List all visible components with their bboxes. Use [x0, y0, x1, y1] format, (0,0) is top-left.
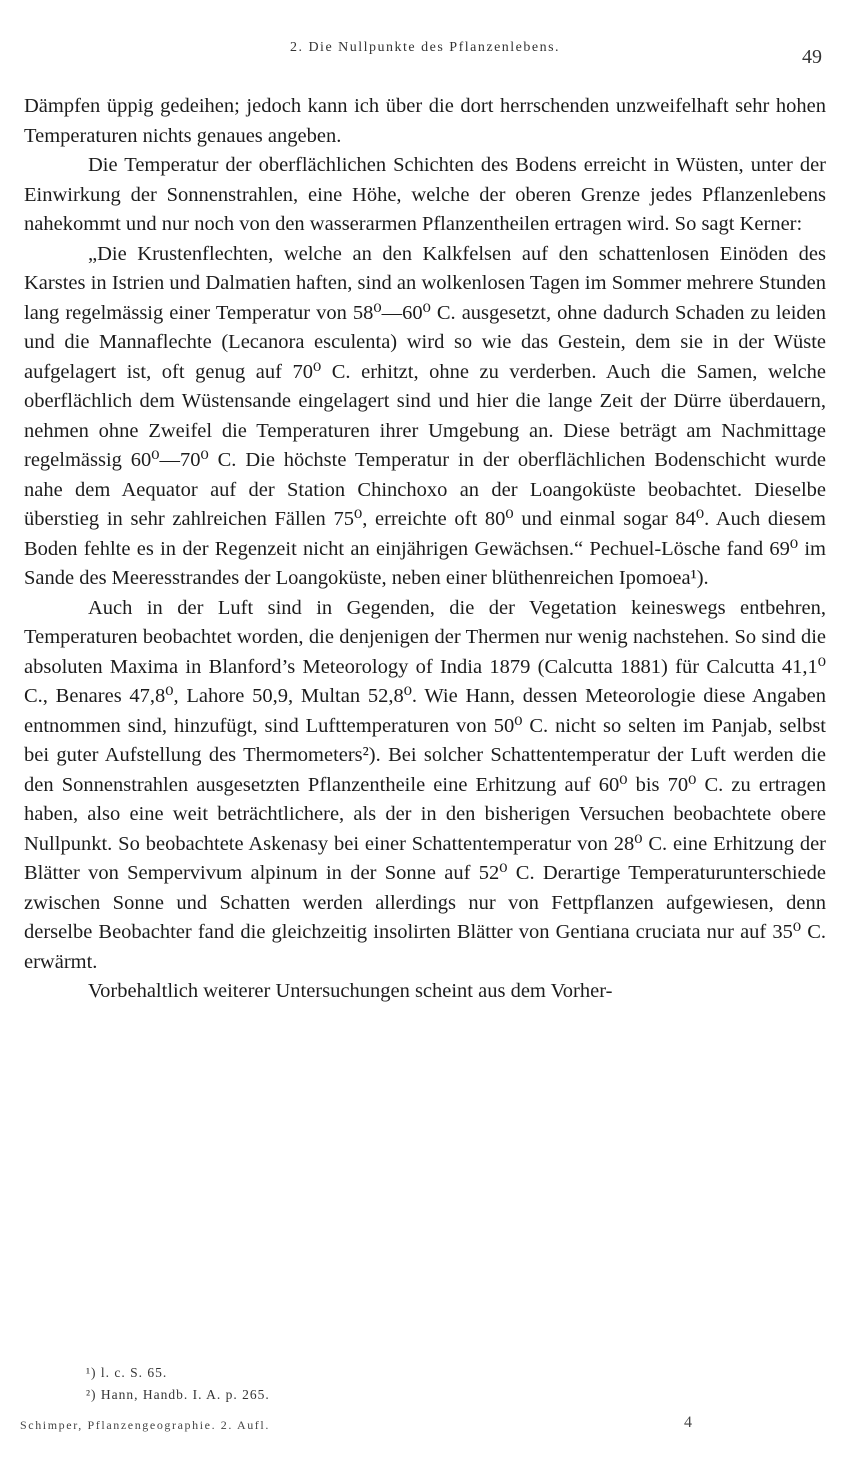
page-number: 49: [802, 46, 822, 68]
footnote-1: ¹) l. c. S. 65.: [86, 1365, 168, 1380]
body-text: [24, 92, 826, 1007]
paragraph-air-temperature: Auch in der Luft sind in Gegenden, die der Vegetation keineswegs entbehren, Temperaturen beobachtet worden, die denjenigen der Thermen nur wenig nachstehen. So sind die absoluten Maxima in Blanford’s Meteorology of India 1879 (Calcutta 1881) für Calcutta 41,1⁰ C., Benares 47,8⁰, Lahore 50,9, Multan 52,8⁰. Wie Hann, dessen Meteorologie diese Angaben entnommen sind, hinzufügt, sind Lufttemperaturen von 50⁰ C. nicht so selten im Panjab, selbst bei guter Aufstellung des Thermometers²). Bei solcher Schattentemperatur der Luft werden die den Sonnenstrahlen ausgesetzten Pflanzentheile eine Erhitzung auf 60⁰ bis 70⁰ C. zu ertragen haben, also eine weit beträchtlichere, als der in den bisherigen Versuchen beobachtete obere Nullpunkt. So beobachtete Askenasy bei einer Schattentemperatur von 28⁰ C. eine Erhitzung der Blätter von Sempervivum alpinum in der Sonne auf 52⁰ C. Derartige Temperaturunterschiede zwischen Sonne und Schatten werden allerdings nur von Fettpflanzen aufgewiesen, denn derselbe Beobachter fand die gleichzeitig insolirten Blätter von Gentiana cruciata nur auf 35⁰ C. erwärmt.: [24, 596, 826, 973]
printer-signature: Schimper, Pflanzengeographie. 2. Aufl.: [20, 1418, 270, 1432]
paragraph-soil-temperature: Die Temperatur der oberflächlichen Schichten des Bodens erreicht in Wüsten, unter der Einwirkung der Sonnenstrahlen, eine Höhe, welche der oberen Grenze jedes Pflanzenlebens nahekommt und nur noch von den wasserarmen Pflanzentheilen ertragen wird. So sagt Kerner:: [24, 154, 826, 235]
signature-mark: 4: [684, 1414, 692, 1431]
running-head: 2. Die Nullpunkte des Pflanzenlebens.: [289, 40, 561, 55]
paragraph-kerner-quote: „Die Krustenflechten, welche an den Kalkfelsen auf den schattenlosen Einöden des Karstes in Istrien und Dalmatien haften, sind an wolkenlosen Tagen im Sommer mehrere Stunden lang regelmässig einer Temperatur von 58⁰—60⁰ C. ausgesetzt, ohne dadurch Schaden zu leiden und die Mannaflechte (Lecanora esculenta) wird so wie das Gestein, dem sie in der Wüste aufgelagert ist, oft genug auf 70⁰ C. erhitzt, ohne zu verderben. Auch die Samen, welche oberflächlich dem Wüstensande eingelagert sind und hier die lange Zeit der Dürre überdauern, nehmen ohne Zweifel die Temperaturen ihrer Umgebung an. Diese beträgt am Nachmittage regelmässig 60⁰—70⁰ C. Die höchste Temperatur in der oberflächlichen Bodenschicht wurde nahe dem Aequator auf der Station Chinchoxo an der Loangoküste beobachtet. Dieselbe überstieg in sehr zahlreichen Fällen 75⁰, erreichte oft 80⁰ und einmal sogar 84⁰. Auch diesem Boden fehlte es in der Regenzeit nicht an einjährigen Gewächsen.“ Pechuel-Lösche fand 69⁰ im Sande des Meeresstrandes der Loangoküste, neben einer blüthenreichen Ipomoea¹).: [24, 242, 826, 589]
paragraph-final: Vorbehaltlich weiterer Untersuchungen scheint aus dem Vorher-: [88, 980, 613, 1002]
paragraph-continuation: Dämpfen üppig gedeihen; jedoch kann ich über die dort herrschenden unzweifelhaft sehr hohen Temperaturen nichts genaues angeben.: [24, 95, 826, 147]
footnote-2: ²) Hann, Handb. I. A. p. 265.: [86, 1387, 270, 1402]
footnotes: [86, 1362, 270, 1406]
